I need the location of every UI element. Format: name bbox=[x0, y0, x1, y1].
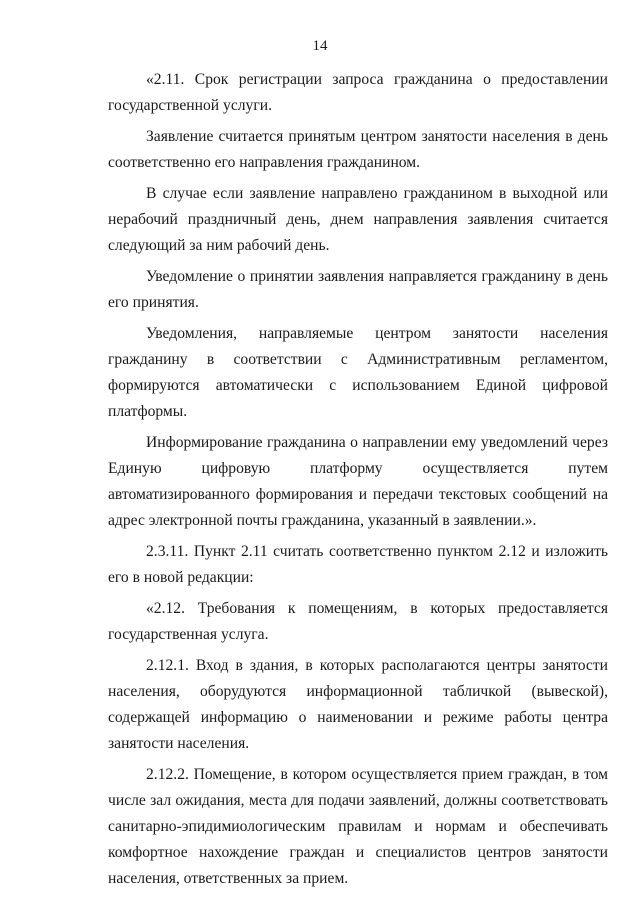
page-number: 14 bbox=[312, 38, 328, 54]
paragraph-2-3-11: 2.3.11. Пункт 2.11 считать соответственно пунктом 2.12 и изложить его в новой редакции: bbox=[108, 543, 608, 586]
paragraph-informing-citizen: Информирование гражданина о направлении ему уведомлений через Единую цифровую платформу осуществляется путем автоматизированного формирования и передачи текстовых сообщений на адрес электронной почты гражданина, указанный в заявлении.». bbox=[108, 434, 608, 529]
paragraph-2-12-2: 2.12.2. Помещение, в котором осуществляется прием граждан, в том числе зал ожидания, места для подачи заявлений, должны соответствовать санитарно-эпидимиологическим правилам и нормам и обеспечивать комфортное нахождение граждан и специалистов центров занятости населения, ответственных за прием. bbox=[108, 766, 608, 887]
paragraph-weekend-submission: В случае если заявление направлено гражданином в выходной или нерабочий праздничный день, днем направления заявления считается следующий за ним рабочий день. bbox=[108, 185, 608, 254]
paragraph-notifications-generated: Уведомления, направляемые центром занятости населения гражданину в соответствии с Административным регламентом, формируются автоматически с использованием Единой цифровой платформы. bbox=[108, 325, 608, 420]
paragraph-2-11-title: «2.11. Срок регистрации запроса гражданина о предоставлении государственной услуги. bbox=[108, 71, 608, 114]
paragraph-acceptance-notice: Уведомление о принятии заявления направляется гражданину в день его принятия. bbox=[108, 268, 608, 311]
paragraph-2-12-1: 2.12.1. Вход в здания, в которых располагаются центры занятости населения, оборудуются информационной табличкой (вывеской), содержащей информацию о наименовании и режиме работы центра занятости населения. bbox=[108, 657, 608, 752]
paragraph-application-accepted: Заявление считается принятым центром занятости населения в день соответственно его направления гражданином. bbox=[108, 128, 608, 171]
document-body bbox=[108, 67, 608, 897]
paragraph-2-12-title: «2.12. Требования к помещениям, в которых предоставляется государственная услуга. bbox=[108, 600, 608, 643]
